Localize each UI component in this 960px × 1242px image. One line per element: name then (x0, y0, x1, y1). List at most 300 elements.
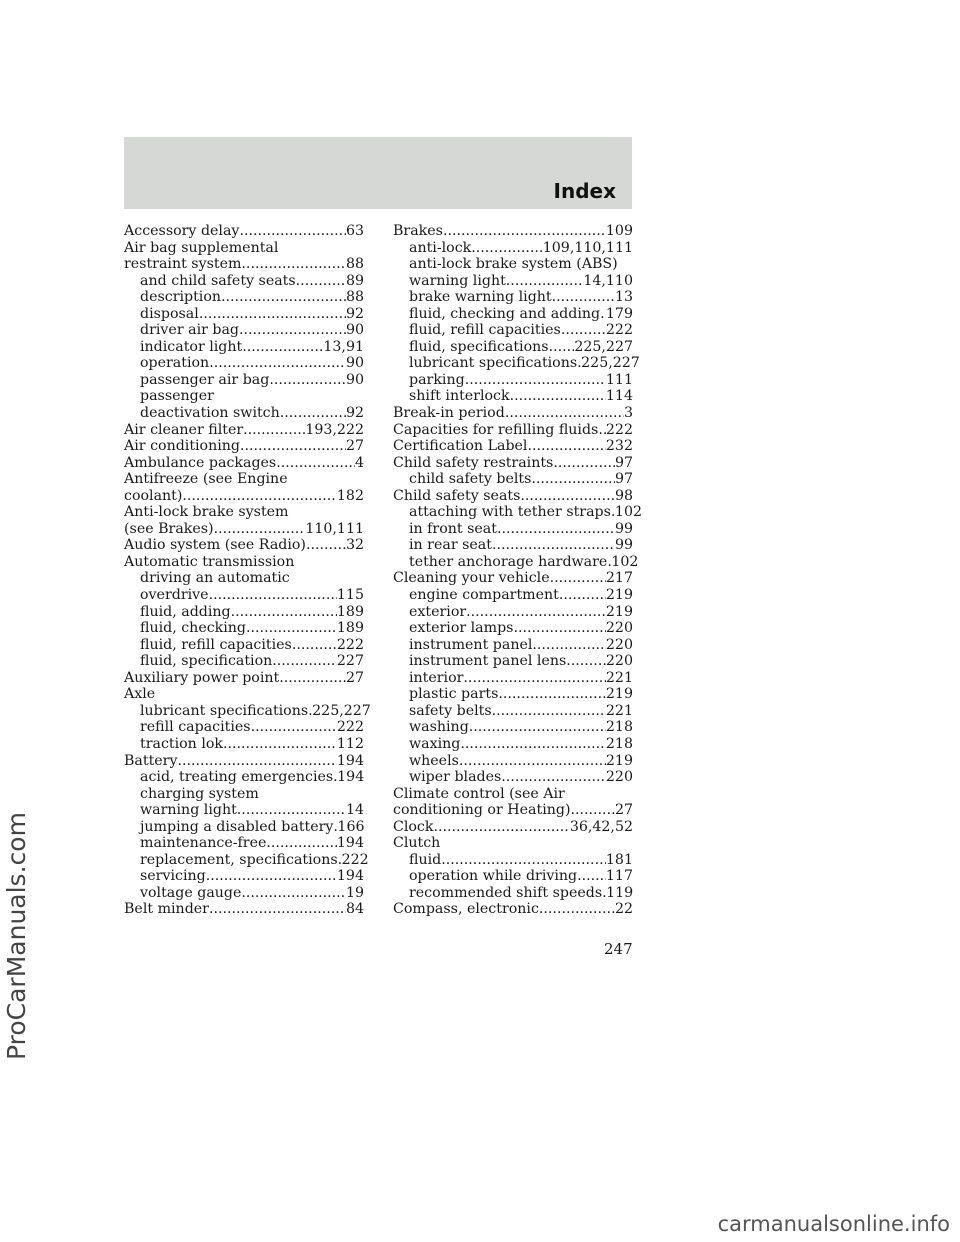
index-entry-label: Anti-lock brake system (124, 504, 289, 521)
index-entry (124, 819, 364, 836)
dot-leader (501, 769, 606, 786)
index-entry-label: Audio system (see Radio) (124, 537, 306, 554)
dot-leader (209, 901, 346, 918)
index-entry-page: 219 (605, 587, 633, 604)
index-entry (124, 223, 364, 240)
index-entry-label: Accessory delay (124, 223, 240, 239)
index-entry (124, 686, 364, 703)
index-entry-page: 99 (614, 537, 633, 554)
index-entry (393, 256, 633, 273)
index-entry (124, 769, 364, 786)
index-entry-page: 84 (345, 901, 364, 918)
index-entry-label: Axle (124, 686, 156, 703)
dot-leader (492, 537, 615, 554)
index-entry-page: 221 (605, 702, 633, 719)
index-entry-label: Clutch (393, 835, 441, 852)
index-entry-label: Cleaning your vehicle (393, 570, 550, 587)
index-entry-page: 98 (614, 487, 633, 504)
index-entry-label: charging system (140, 785, 259, 802)
index-entry-label: child safety belts (409, 471, 532, 488)
index-entry-label: tether anchorage hardware (409, 553, 608, 570)
index-entry-page: 27 (345, 438, 364, 455)
index-entry (124, 339, 364, 356)
index-entry (393, 422, 633, 439)
index-entry-label: and child safety seats (140, 272, 296, 289)
dot-leader (459, 753, 606, 770)
page-title: Index (553, 179, 616, 203)
index-entry (393, 537, 633, 554)
dot-leader (552, 289, 615, 306)
index-entry-page: 92 (345, 305, 364, 322)
index-entry (124, 637, 364, 654)
index-entry-label: Break-in period (393, 405, 505, 422)
index-entry (393, 670, 633, 687)
dot-leader (206, 868, 337, 885)
dot-leader (443, 223, 606, 240)
index-entry (393, 372, 633, 389)
index-entry-label: servicing (140, 868, 206, 885)
dot-leader (243, 422, 305, 439)
index-entry-label: maintenance-free (140, 835, 267, 852)
index-entry (124, 653, 364, 670)
index-entry-page: 232 (605, 438, 633, 455)
index-entry (393, 819, 633, 836)
index-entry-label: fluid, checking (140, 620, 247, 637)
index-entry-page: 220 (605, 769, 633, 786)
index-entry-page: 225,227 (574, 338, 633, 355)
index-entry (124, 670, 364, 687)
index-entry (124, 736, 364, 753)
index-entry (124, 885, 364, 902)
index-entry-label: fluid, specifications (409, 338, 549, 355)
index-entry-page: 225,227 (581, 355, 640, 372)
index-entry-label: safety belts (409, 702, 492, 719)
index-entry-label: interior (409, 669, 464, 686)
index-entry (393, 455, 633, 472)
index-entry (124, 620, 364, 637)
dot-leader (239, 223, 346, 240)
index-entry-page: 14,110 (583, 272, 633, 289)
index-entry-label: plastic parts (409, 686, 499, 703)
index-entry (393, 868, 633, 885)
index-entry-page: 119 (606, 884, 634, 901)
index-entry-label: Child safety restraints (393, 454, 554, 471)
index-entry-label: warning light (409, 272, 506, 289)
index-entry (393, 786, 633, 803)
index-entry-label: fluid (409, 851, 442, 868)
index-entry (393, 521, 633, 538)
index-entry-label: operation while driving (409, 868, 578, 885)
index-entry-label: warning light (140, 802, 237, 819)
dot-leader (561, 322, 606, 339)
dot-leader (209, 587, 337, 604)
index-entry (393, 553, 639, 571)
index-entry-label: brake warning light (409, 289, 552, 306)
dot-leader (492, 703, 606, 720)
index-entry-page: 32 (345, 537, 364, 554)
index-entry (124, 802, 364, 819)
index-entry (393, 604, 633, 621)
index-entry (393, 306, 633, 323)
index-entry-page: 19 (345, 884, 364, 901)
dot-leader (246, 620, 337, 637)
dot-leader (241, 256, 346, 273)
index-entry-page: 14 (345, 802, 364, 819)
index-entry-label: Antifreeze (see Engine (124, 471, 288, 488)
index-entry-label: Compass, electronic (393, 901, 539, 918)
index-entry-page: 218 (605, 735, 633, 752)
index-entry (393, 438, 633, 455)
dot-leader (279, 670, 346, 687)
dot-leader (513, 620, 605, 637)
dot-leader (506, 273, 584, 290)
dot-leader (241, 885, 346, 902)
index-entry-page: 179 (605, 305, 633, 322)
index-entry-page: 27 (345, 669, 364, 686)
index-entry-label: replacement, specifications (140, 851, 338, 868)
index-entry-page: 36,42,52 (569, 818, 633, 835)
index-entry-label: in front seat (409, 520, 497, 537)
index-entry (124, 405, 364, 422)
dot-leader (549, 339, 575, 356)
index-entry-label: lubricant specifications (140, 702, 309, 719)
index-entry (393, 901, 633, 918)
dot-leader (292, 637, 337, 654)
index-entry-page: 220 (605, 636, 633, 653)
dot-leader (237, 802, 346, 819)
index-entry-page: 112 (336, 735, 364, 752)
index-entry-label: jumping a disabled battery (140, 818, 334, 835)
index-entry (124, 455, 364, 472)
index-entry-label: in rear seat (409, 537, 492, 554)
index-entry-page: 90 (345, 322, 364, 339)
index-entry (124, 537, 364, 554)
index-entry-label: conditioning or Heating) (393, 802, 571, 819)
dot-leader (214, 521, 306, 538)
index-entry (124, 587, 364, 604)
index-entry-page: 4 (354, 454, 364, 471)
index-entry-page: 111 (605, 371, 633, 388)
dot-leader (505, 405, 624, 422)
index-entry (393, 471, 633, 488)
index-entry-page: 27 (614, 802, 633, 819)
index-entry-page: 194 (336, 752, 364, 769)
index-entry (393, 835, 633, 852)
index-entry (393, 852, 633, 869)
index-entry-page: 220 (605, 653, 633, 670)
index-entry-page: 166 (337, 818, 365, 835)
index-entry-label: description (140, 289, 222, 306)
index-entry (124, 289, 364, 306)
dot-leader (550, 570, 606, 587)
dot-leader (182, 488, 337, 505)
index-entry-page: 182 (336, 487, 364, 504)
index-entry-label: Battery (124, 752, 178, 769)
index-entry-label: wheels (409, 752, 459, 769)
dot-leader (266, 835, 337, 852)
index-entry-page: 219 (605, 752, 633, 769)
dot-leader (433, 819, 569, 836)
dot-leader (466, 604, 606, 621)
index-entry (393, 769, 633, 786)
index-entry-page: 194 (337, 769, 365, 786)
index-entry-page: 109,110,111 (542, 239, 633, 256)
header-band (124, 137, 632, 209)
index-entry (124, 521, 364, 538)
index-entry-label: restraint system (124, 256, 242, 273)
page-number: 247 (604, 940, 633, 958)
index-column-left (124, 223, 371, 918)
dot-leader (465, 372, 606, 389)
index-entry (393, 504, 643, 521)
index-entry-page: 109 (605, 223, 633, 239)
index-entry-label: Belt minder (124, 901, 209, 918)
dot-leader (469, 719, 606, 736)
dot-leader (240, 438, 346, 455)
index-entry-label: driving an automatic (140, 570, 290, 587)
index-entry-label: Brakes (393, 223, 443, 239)
index-entry-label: fluid, specification (140, 653, 273, 670)
index-entry-label: Certification Label (393, 438, 528, 455)
index-entry-page: 102 (614, 504, 643, 521)
dot-leader (223, 736, 337, 753)
dot-leader (199, 306, 346, 323)
index-entry-label: instrument panel lens (409, 653, 567, 670)
index-entry-label: wiper blades (409, 769, 502, 786)
index-entry (393, 322, 633, 339)
index-entry-label: operation (140, 355, 210, 372)
index-entry-page: 194 (336, 835, 364, 852)
index-entry-label: recommended shift speeds (409, 884, 603, 901)
index-entry (393, 885, 633, 902)
index-entry-page: 22 (614, 901, 633, 918)
index-entry (124, 388, 364, 405)
index-entry-page: 181 (605, 851, 633, 868)
index-entry-label: driver air bag (140, 322, 240, 339)
index-entry-label: fluid, refill capacities (409, 322, 561, 339)
index-entry-label: traction lok (140, 735, 223, 752)
index-entry-label: exterior lamps (409, 620, 514, 637)
index-entry-page: 225,227 (312, 702, 371, 719)
dot-leader (460, 736, 606, 753)
index-entry-label: Ambulance packages (124, 454, 277, 471)
dot-leader (463, 670, 605, 687)
index-entry-label: Air bag supplemental (124, 239, 279, 256)
index-entry-label: Child safety seats (393, 487, 521, 504)
index-entry-page: 89 (345, 272, 364, 289)
index-entry (124, 851, 369, 869)
dot-leader (520, 488, 615, 505)
index-entry-label: Air conditioning (124, 438, 240, 455)
index-entry (124, 901, 364, 918)
index-entry (393, 273, 633, 290)
index-entry (393, 637, 633, 654)
index-entry-page: 102 (611, 553, 639, 570)
index-entry (124, 306, 364, 323)
index-entry (393, 802, 633, 819)
index-entry (393, 753, 633, 770)
index-entry-page: 222 (605, 322, 633, 339)
index-entry-page: 220 (605, 620, 633, 637)
index-entry (124, 273, 364, 290)
dot-leader (570, 802, 614, 819)
index-entry-label: refill capacities (140, 719, 251, 736)
dot-leader (209, 355, 346, 372)
index-entry-label: passenger air bag (140, 371, 270, 388)
index-entry-page: 90 (345, 371, 364, 388)
index-entry-page: 63 (345, 223, 364, 239)
index-entry-label: indicator light (140, 338, 243, 355)
index-entry-page: 88 (345, 289, 364, 306)
index-entry-label: exterior (409, 603, 467, 620)
index-entry-page: 3 (623, 405, 633, 422)
index-entry (124, 786, 364, 803)
index-entry-label: fluid, checking and adding (409, 305, 601, 322)
index-entry-label: voltage gauge (140, 884, 242, 901)
index-entry-label: (see Brakes) (124, 520, 214, 537)
index-entry (393, 405, 633, 422)
dot-leader (221, 289, 346, 306)
index-entry (124, 719, 364, 736)
index-entry-page: 13 (614, 289, 633, 306)
index-entry (124, 504, 364, 521)
dot-leader (566, 653, 606, 670)
dot-leader (497, 521, 615, 538)
index-entry (124, 240, 364, 257)
dot-leader (306, 537, 346, 554)
index-entry (393, 703, 633, 720)
index-entry-label: passenger (140, 388, 214, 405)
dot-leader (276, 455, 355, 472)
dot-leader (539, 901, 615, 918)
index-entry-page: 193,222 (305, 421, 364, 438)
index-entry (124, 256, 364, 273)
index-entry (124, 471, 364, 488)
dot-leader (598, 422, 606, 439)
index-entry-page: 222 (605, 421, 633, 438)
dot-leader (527, 438, 605, 455)
index-entry-page: 219 (605, 686, 633, 703)
index-entry-label: engine compartment (409, 587, 559, 604)
index-entry-page: 219 (605, 603, 633, 620)
index-entry (393, 339, 633, 356)
dot-leader (471, 240, 542, 257)
index-entry-label: Automatic transmission (124, 553, 295, 570)
index-entry-label: Capacities for refilling fluids (393, 421, 599, 438)
dot-leader (280, 405, 346, 422)
dot-leader (231, 604, 337, 621)
index-entry-label: parking (409, 371, 465, 388)
index-entry-label: disposal (140, 305, 199, 322)
index-entry-label: deactivation switch (140, 405, 280, 422)
index-entry (393, 388, 633, 405)
index-entry-label: fluid, refill capacities (140, 636, 292, 653)
index-entry-label: shift interlock (409, 388, 510, 405)
index-entry-label: acid, treating emergencies (140, 769, 334, 786)
index-entry (393, 223, 633, 240)
index-entry-page: 92 (345, 405, 364, 422)
dot-leader (239, 322, 346, 339)
index-entry (393, 587, 633, 604)
index-entry (124, 438, 364, 455)
index-entry-page: 114 (605, 388, 633, 405)
index-entry-page: 189 (336, 603, 364, 620)
index-entry-label: instrument panel (409, 636, 533, 653)
index-entry (393, 620, 633, 637)
index-entry-label: Auxiliary power point (124, 669, 280, 686)
index-entry-page: 221 (605, 669, 633, 686)
index-entry (124, 570, 364, 587)
index-entry (124, 488, 364, 505)
index-entry (393, 488, 633, 505)
index-entry-page: 88 (345, 256, 364, 273)
dot-leader (510, 388, 606, 405)
index-entry-page: 117 (605, 868, 633, 885)
dot-leader (251, 719, 337, 736)
dot-leader (532, 637, 606, 654)
index-entry (124, 355, 364, 372)
index-entry (393, 355, 640, 372)
index-entry (124, 604, 364, 621)
index-column-right (393, 223, 643, 918)
index-entry-label: Clock (393, 818, 434, 835)
index-entry-page: 222 (336, 719, 364, 736)
dot-leader (498, 686, 606, 703)
index-entry-page: 218 (605, 719, 633, 736)
index-entry (393, 289, 633, 306)
index-entry (124, 554, 364, 571)
index-entry-page: 13,91 (323, 338, 364, 355)
side-watermark: ProCarManuals.com (2, 812, 31, 1060)
index-entry (393, 653, 633, 670)
index-entry (124, 322, 364, 339)
index-entry-page: 115 (336, 587, 364, 604)
index-entry (393, 719, 633, 736)
index-entry-page: 227 (336, 653, 364, 670)
dot-leader (553, 455, 615, 472)
index-entry (393, 240, 633, 257)
dot-leader (269, 372, 346, 389)
index-entry-page: 99 (614, 520, 633, 537)
index-entry (393, 736, 633, 753)
index-entry-label: overdrive (140, 587, 209, 604)
index-entry (124, 702, 371, 720)
index-entry-label: attaching with tether straps (409, 504, 611, 521)
index-entry-label: fluid, adding (140, 603, 231, 620)
index-entry (393, 686, 633, 703)
index-entry-label: lubricant specifications (409, 355, 578, 372)
index-entry-page: 90 (345, 355, 364, 372)
index-entry-label: anti-lock brake system (ABS) (409, 256, 618, 273)
index-entry-label: waxing (409, 735, 461, 752)
index-entry-label: Air cleaner filter (124, 421, 244, 438)
bottom-watermark: carmanualsonline.info (717, 1212, 950, 1236)
index-entry-page: 110,111 (305, 520, 364, 537)
index-entry (124, 835, 364, 852)
index-entry-label: washing (409, 719, 469, 736)
dot-leader (242, 339, 323, 356)
index-entry-label: Climate control (see Air (393, 785, 565, 802)
dot-leader (441, 852, 606, 869)
index-entry (124, 372, 364, 389)
dot-leader (531, 471, 615, 488)
index-entry-page: 97 (614, 471, 633, 488)
index-entry-label: anti-lock (409, 239, 472, 256)
dot-leader (177, 753, 336, 770)
dot-leader (272, 653, 337, 670)
index-entry-page: 222 (336, 636, 364, 653)
index-entry-page: 217 (605, 570, 633, 587)
